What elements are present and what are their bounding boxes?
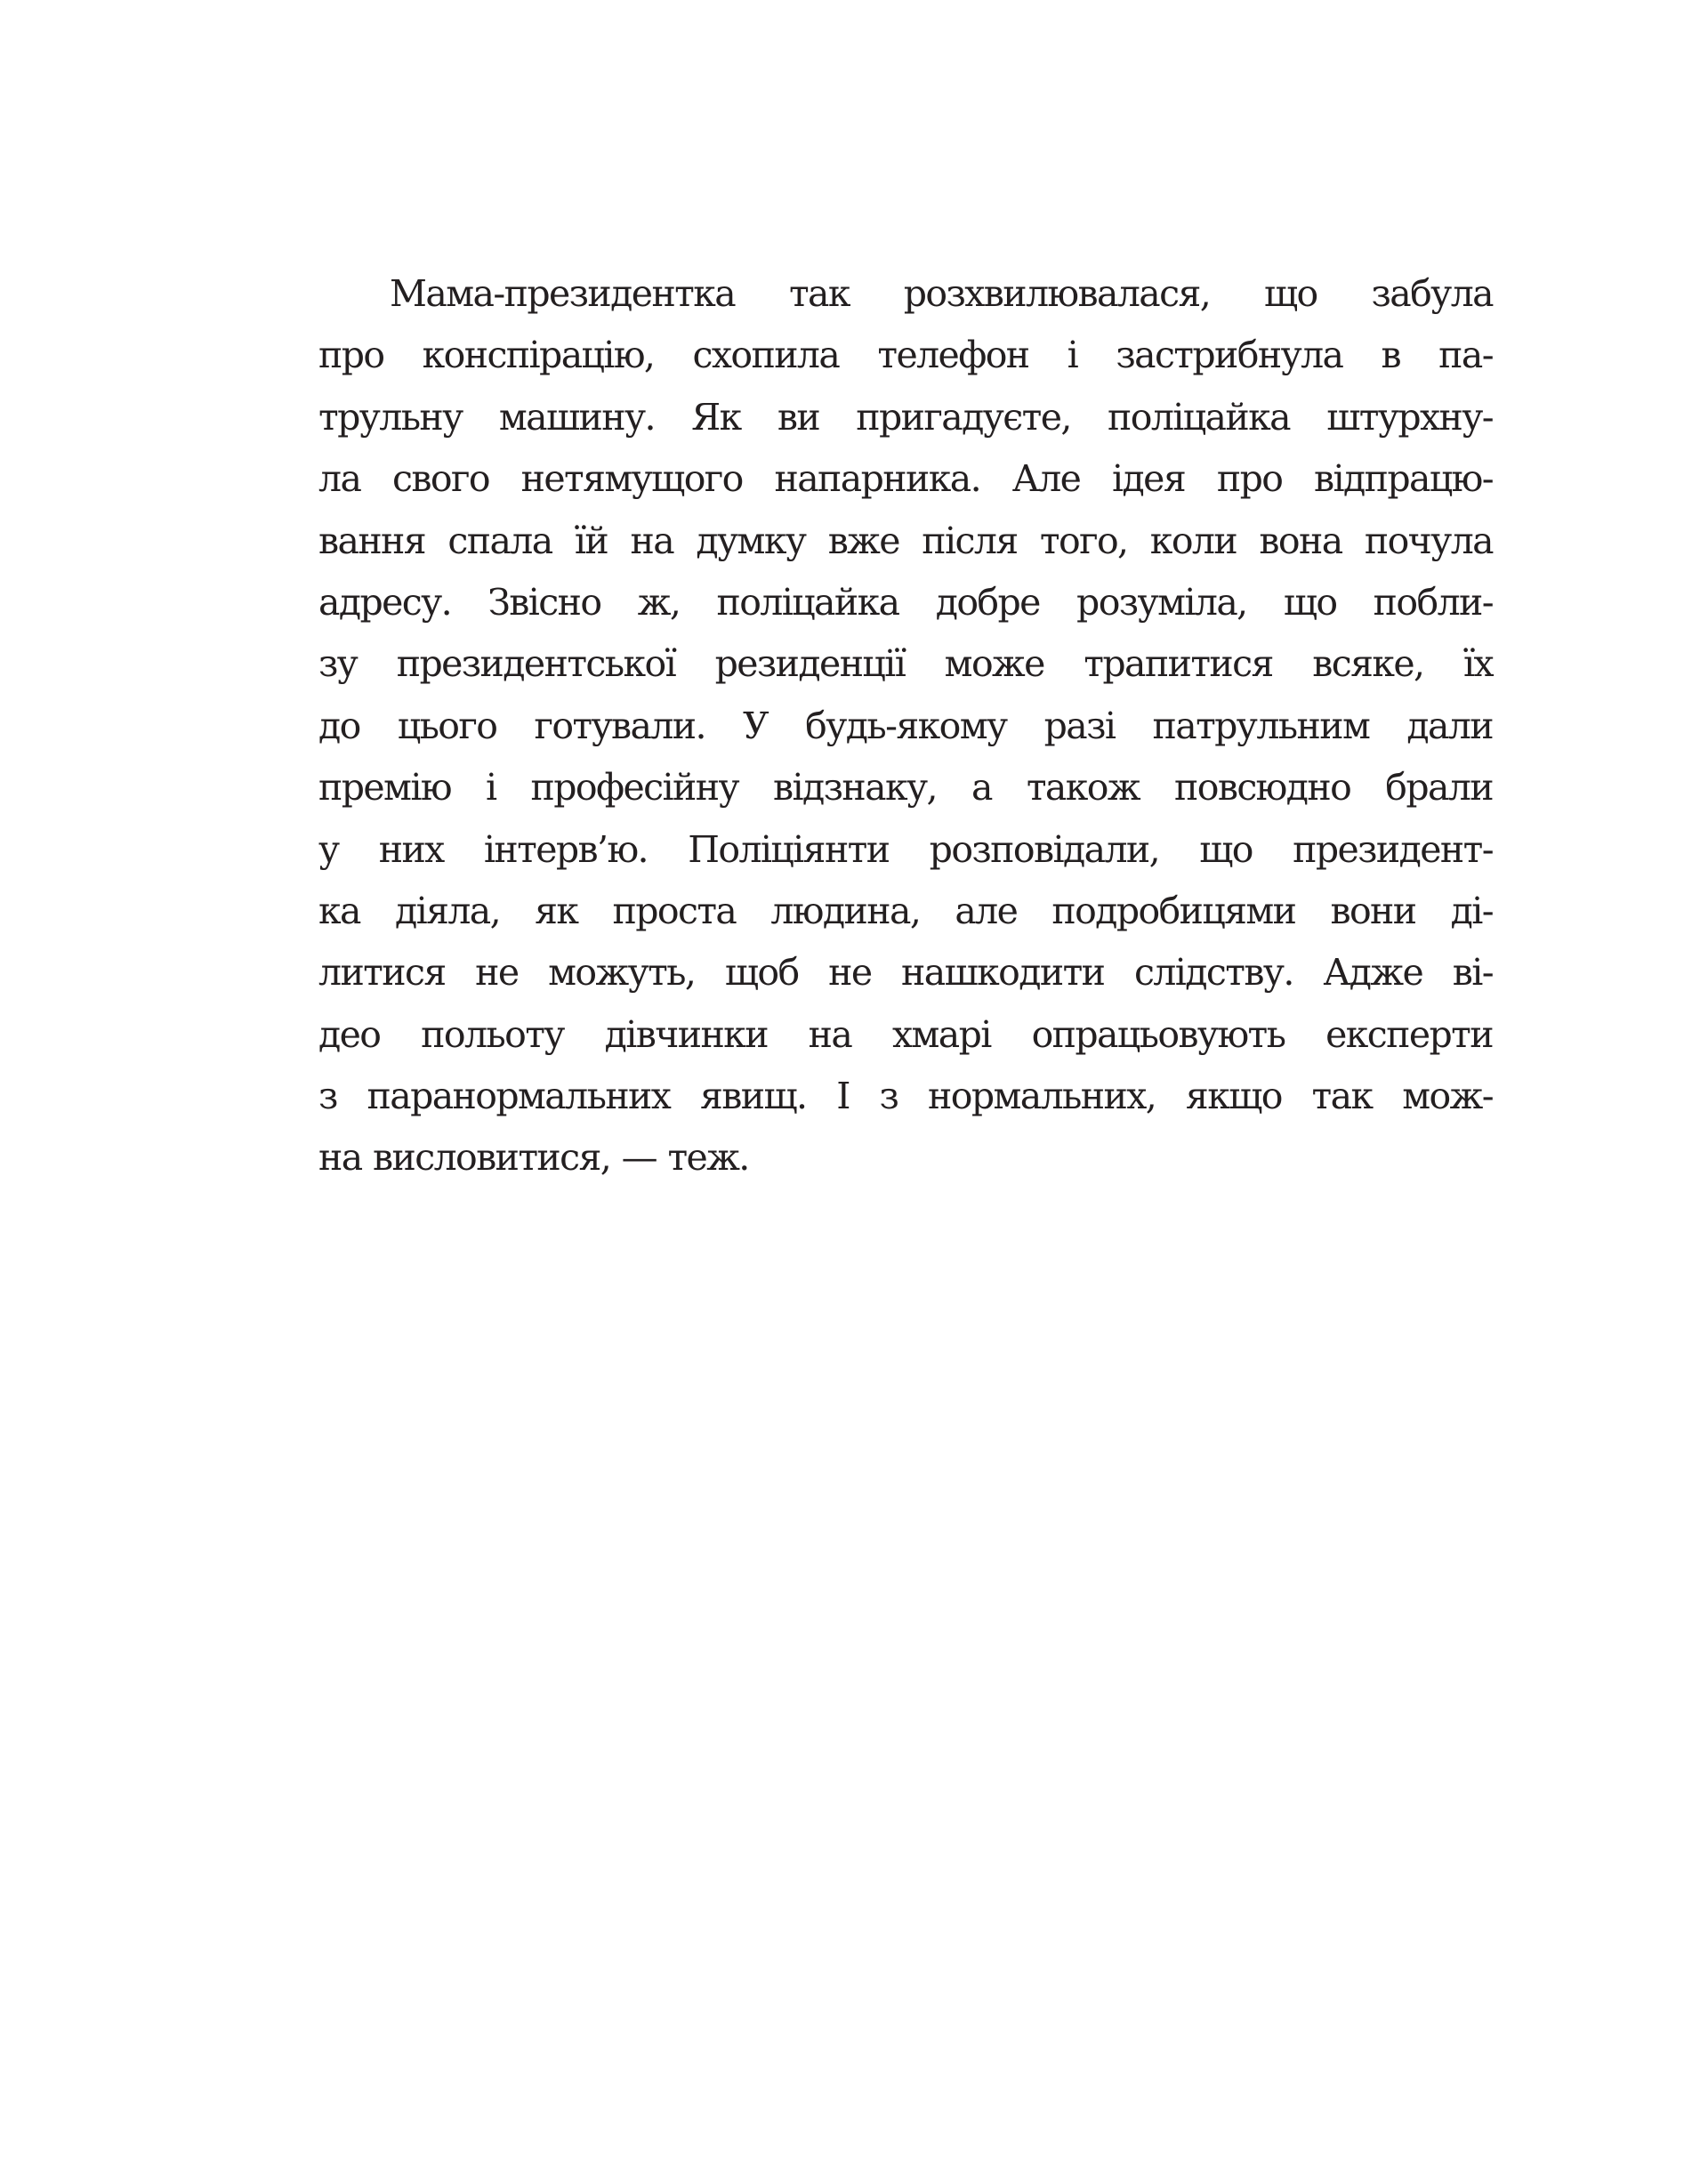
paragraph-line: ка діяла, як проста людина, але подробицями вони ді- xyxy=(318,889,1493,932)
paragraph-line: про конспірацію, схопила телефон і застрибнула в па- xyxy=(318,334,1493,377)
paragraph-line: до цього готували. У будь-якому разі патрульним дали xyxy=(318,704,1493,747)
paragraph-line: у них інтерв’ю. Поліціянти розповідали, що президент- xyxy=(318,827,1493,871)
paragraph-line: ла свого нетямущого напарника. Але ідея про відпрацю- xyxy=(318,457,1493,501)
paragraph-line: Мама-президентка так розхвилювалася, що забула xyxy=(390,272,1493,315)
paragraph-line: вання спала їй на думку вже після того, коли вона почула xyxy=(318,519,1493,562)
paragraph-line: зу президентської резиденції може трапитися всяке, їх xyxy=(318,642,1493,686)
paragraph-line: премію і професійну відзнаку, а також повсюдно брали xyxy=(318,766,1493,810)
paragraph-line: адресу. Звісно ж, поліцайка добре розуміла, що побли- xyxy=(318,580,1493,624)
paragraph-line: на висловитися, — теж. xyxy=(318,1136,749,1180)
paragraph-line: део польоту дівчинки на хмарі опрацьовують експерти xyxy=(318,1012,1493,1056)
paragraph-line: з паранормальних явищ. І з нормальних, якщо так мож- xyxy=(318,1075,1493,1118)
paragraph-line: литися не можуть, щоб не нашкодити слідству. Адже ві- xyxy=(318,951,1493,995)
paragraph-line: трульну машину. Як ви пригадуєте, поліцайка штурхну- xyxy=(318,395,1493,439)
body-paragraph xyxy=(318,263,1493,1189)
